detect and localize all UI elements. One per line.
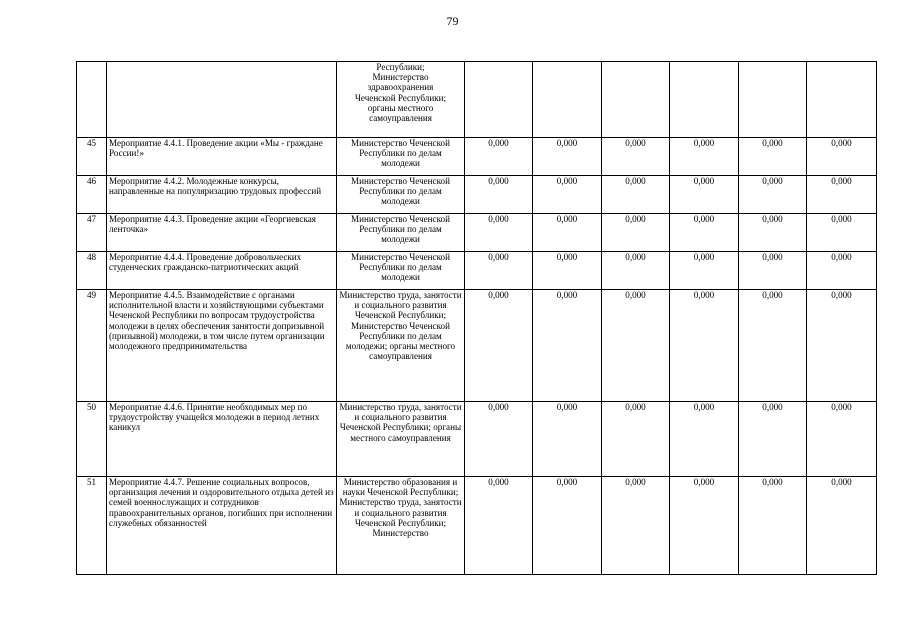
row-number: 50 [77,402,107,477]
funding-value: 0,000 [807,176,877,214]
funding-value: 0,000 [465,402,533,477]
funding-value [533,62,602,138]
funding-value: 0,000 [670,252,739,290]
funding-value: 0,000 [739,252,807,290]
table-row [77,252,877,290]
table-row [77,176,877,214]
activity-name: Мероприятие 4.4.3. Проведение акции «Георгиевская ленточка» [107,214,337,252]
funding-value [602,62,670,138]
executor: Министерство труда, занятости и социального развития Чеченской Республики; Министерство Чеченской Республики по делам молодежи; органы местного самоуправления [337,290,465,402]
funding-value: 0,000 [807,477,877,575]
funding-value [807,62,877,138]
executor: Министерство Чеченской Республики по делам молодежи [337,252,465,290]
funding-value: 0,000 [807,290,877,402]
funding-value: 0,000 [465,176,533,214]
row-number: 51 [77,477,107,575]
funding-value: 0,000 [602,214,670,252]
funding-value: 0,000 [807,138,877,176]
activity-name: Мероприятие 4.4.5. Взаимодействие с органами исполнительной власти и хозяйствующими субъектами Чеченской Республики по вопросам трудоустройства молодежи в целях обеспечения занятости допризывной (призывной) молодежи, в том числе путем организации молодежного предпринимательства [107,290,337,402]
page-number: 79 [446,14,459,28]
executor: Республики; Министерство здравоохранения Чеченской Республики; органы местного самоуправления [337,62,465,138]
funding-value [670,62,739,138]
funding-value: 0,000 [602,252,670,290]
activity-name: Мероприятие 4.4.2. Молодежные конкурсы, направленные на популяризацию трудовых профессий [107,176,337,214]
executor: Министерство Чеченской Республики по делам молодежи [337,138,465,176]
funding-value: 0,000 [739,290,807,402]
funding-value: 0,000 [465,290,533,402]
funding-value: 0,000 [533,477,602,575]
funding-value: 0,000 [533,176,602,214]
table-row [77,290,877,402]
table-body [77,62,877,575]
row-number: 47 [77,214,107,252]
table-row [77,402,877,477]
row-number: 45 [77,138,107,176]
funding-value: 0,000 [670,477,739,575]
row-number: 48 [77,252,107,290]
funding-value: 0,000 [739,477,807,575]
funding-value: 0,000 [807,214,877,252]
activity-name: Мероприятие 4.4.7. Решение социальных вопросов, организация лечения и оздоровительного отдыха детей из семей военнослужащих и сотрудников правоохранительных органов, погибших при исполнении служебных обязанностей [107,477,337,575]
activity-name: Мероприятие 4.4.4. Проведение добровольческих студенческих гражданско-патриотических акций [107,252,337,290]
activity-name: Мероприятие 4.4.6. Принятие необходимых мер по трудоустройству учащейся молодежи в период летних каникул [107,402,337,477]
activity-name [107,62,337,138]
row-number: 49 [77,290,107,402]
funding-value: 0,000 [807,402,877,477]
funding-value: 0,000 [739,402,807,477]
table-row [77,62,877,138]
executor: Министерство труда, занятости и социального развития Чеченской Республики; органы местного самоуправления [337,402,465,477]
funding-value: 0,000 [533,138,602,176]
funding-value: 0,000 [670,214,739,252]
funding-value: 0,000 [533,402,602,477]
funding-value: 0,000 [739,138,807,176]
funding-value: 0,000 [533,252,602,290]
funding-value: 0,000 [465,214,533,252]
row-number: 46 [77,176,107,214]
funding-value: 0,000 [602,290,670,402]
funding-value: 0,000 [739,214,807,252]
executor: Министерство образования и науки Чеченской Республики; Министерство труда, занятости и социального развития Чеченской Республики; Министерство [337,477,465,575]
funding-value: 0,000 [465,138,533,176]
funding-value [465,62,533,138]
funding-value: 0,000 [465,252,533,290]
table-row [77,477,877,575]
funding-value: 0,000 [533,214,602,252]
activity-name: Мероприятие 4.4.1. Проведение акции «Мы - граждане России!» [107,138,337,176]
funding-value: 0,000 [602,138,670,176]
funding-value [739,62,807,138]
funding-value: 0,000 [670,138,739,176]
funding-value: 0,000 [602,402,670,477]
funding-value: 0,000 [807,252,877,290]
funding-value: 0,000 [602,477,670,575]
executor: Министерство Чеченской Республики по делам молодежи [337,176,465,214]
row-number [77,62,107,138]
funding-value: 0,000 [602,176,670,214]
funding-value: 0,000 [670,402,739,477]
funding-value: 0,000 [670,290,739,402]
funding-value: 0,000 [533,290,602,402]
funding-value: 0,000 [465,477,533,575]
funding-value: 0,000 [670,176,739,214]
table-row [77,138,877,176]
executor: Министерство Чеченской Республики по делам молодежи [337,214,465,252]
program-activities-table [76,61,877,575]
table-row [77,214,877,252]
funding-value: 0,000 [739,176,807,214]
